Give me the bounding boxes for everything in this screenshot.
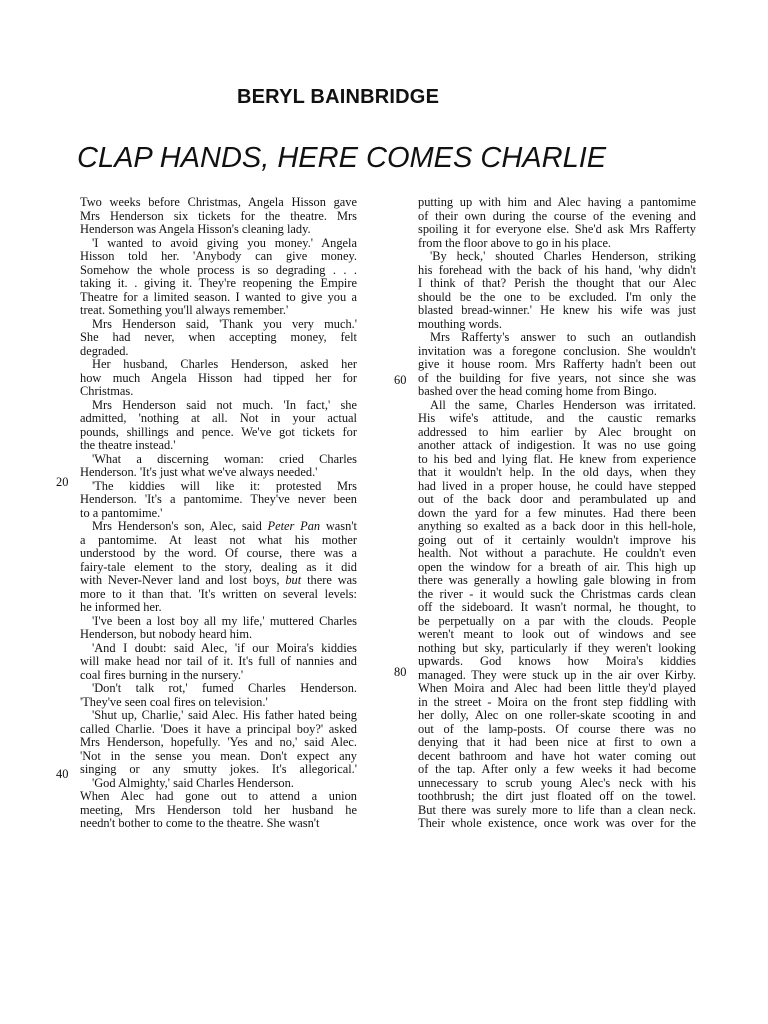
text-line: Mrs Rafferty's answer to such an outlandish xyxy=(430,330,696,344)
text-line: Somehow the whole process is so degrading . . . xyxy=(80,262,357,277)
text-line: the theatre instead.' xyxy=(80,438,176,452)
text-line: his forehead with the back of his hand, 'why didn't xyxy=(418,262,696,277)
text-line: Their whole existence, once work was over for the xyxy=(418,816,696,830)
text-line: from the floor above to go in his place. xyxy=(418,235,612,250)
text-line: of the tap. After only a few weeks it had become xyxy=(418,762,696,776)
text-line: understood by the word. Of course, there was a xyxy=(80,546,357,560)
text-line: how much Angela Hisson had tipped her for xyxy=(80,370,357,385)
text-line: 'I've been a lost boy all my life,' muttered Charles xyxy=(92,613,357,628)
text-line: that it wouldn't help. In the old days, when they xyxy=(418,465,696,479)
text-line: down the yard for a few minutes. Had there been xyxy=(418,505,696,520)
text-line: Mrs Henderson's son, Alec, said Peter Pan wasn't xyxy=(92,519,357,533)
text-line: her dolly, Alec on one roller-skate scooting in and xyxy=(418,708,696,722)
story-title: CLAP HANDS, HERE COMES CHARLIE xyxy=(77,142,607,174)
text-line: be perpetually on a par with the clouds. People xyxy=(418,613,696,628)
text-line: out of the back door and perambulated up and xyxy=(418,492,696,506)
text-line: going out of it certainly wouldn't improve his xyxy=(418,532,696,547)
text-line: toothbrush; the dirt just floated off on the towel. xyxy=(418,789,696,803)
text-line: singing or any smutty jokes. It's allegorical.' xyxy=(80,762,357,776)
text-line: treat. Something you'll always remember.' xyxy=(80,303,289,317)
text-line: decent bathroom and have hot water coming out xyxy=(418,748,696,763)
text-line: had lived in a proper house, he could have stepped xyxy=(418,478,696,493)
text-line: another attack of indigestion. It was no use going xyxy=(418,438,696,452)
line-number-40: 40 xyxy=(56,767,69,781)
text-line: Two weeks before Christmas, Angela Hisson gave xyxy=(80,195,357,209)
line-number-20: 20 xyxy=(56,475,69,489)
text-line: But there was surely more to life than a clean neck. xyxy=(418,802,696,817)
text-line: a pantomime. At least not what his mother xyxy=(80,532,357,547)
text-line: Her husband, Charles Henderson, asked her xyxy=(92,357,357,371)
text-line: Mrs Henderson, hopefully. 'Yes and no,' said Alec. xyxy=(80,735,357,749)
line-number-80: 80 xyxy=(394,665,407,679)
text-line: out of the lamp-posts. Of course there was no xyxy=(418,721,696,736)
text-line: anything so exalted as a back door in this hell-hole, xyxy=(418,519,696,533)
text-line: weren't meant to look out of windows and see xyxy=(418,627,696,641)
text-line: Henderson. 'It's a pantomime. They've never been xyxy=(80,492,357,506)
text-line: spoiling it for everyone else. She'd ask Mrs Rafferty xyxy=(418,222,696,236)
text-line: I think of that? Perish the thought that our Alec xyxy=(418,276,696,290)
text-line: there was generally a howling gale blowing in from xyxy=(418,573,696,587)
text-line: unnecessary to scrub young Alec's neck with his xyxy=(418,775,696,790)
text-line: in the street - Moira on the front step fiddling with xyxy=(418,694,696,709)
text-line: open the window for a breath of air. This high up xyxy=(418,559,696,574)
text-line: taking it. . giving it. They're reopening the Empire xyxy=(80,276,357,290)
author-heading: BERYL BAINBRIDGE xyxy=(237,86,440,108)
text-line: health. Not without a parachute. He couldn't even xyxy=(418,546,696,560)
left-text-column xyxy=(80,196,357,831)
text-line: invitation was a foregone conclusion. She wouldn't xyxy=(418,343,696,358)
text-line: 'Not in the sense you mean. Don't expect any xyxy=(80,748,357,763)
text-line: degraded. xyxy=(80,343,129,358)
text-line: Mrs Henderson six tickets for the theatre. Mrs xyxy=(80,208,357,223)
text-line: mouthing words. xyxy=(418,316,502,331)
text-line: with Never-Never land and lost boys, but there was xyxy=(80,573,357,587)
text-line: 'What a discerning woman: cried Charles xyxy=(92,451,357,466)
text-line: denying that it had been nice at first to own a xyxy=(418,735,696,749)
text-line: blasted bread-winner.' He knew his wife was just xyxy=(418,303,696,317)
line-number-60: 60 xyxy=(394,373,407,387)
text-line: needn't bother to come to the theatre. She wasn't xyxy=(80,816,320,830)
text-line: 'By heck,' shouted Charles Henderson, striking xyxy=(430,249,696,263)
text-line: When Moira and Alec had been little they'd played xyxy=(418,681,696,695)
text-line: When Alec had gone out to attend a union xyxy=(80,789,357,803)
text-line: more to it than that. 'It's written on several levels: xyxy=(80,586,357,601)
text-line: to a pantomime.' xyxy=(80,505,163,520)
text-line: of their own during the course of the evening and xyxy=(418,208,696,223)
text-line: of the building for five years, not since she was xyxy=(418,370,696,385)
text-line: 'They've seen coal fires on television.' xyxy=(80,694,268,709)
text-line: Henderson. 'It's just what we've always needed.' xyxy=(80,465,318,479)
text-line: 'God Almighty,' said Charles Henderson. xyxy=(92,775,294,790)
text-line: off the sideboard. It wasn't normal, he thought, to xyxy=(418,600,696,614)
text-line: admitted, 'nothing at all. Not in your actual xyxy=(80,411,357,425)
text-line: should be the one to be excluded. I'm only the xyxy=(418,289,696,304)
text-line: managed. They were stuck up in the air over Kirby. xyxy=(418,667,696,682)
text-line: give it house room. Mrs Rafferty hadn't been out xyxy=(418,357,696,371)
text-line: 'I wanted to avoid giving you money.' Angela xyxy=(92,235,357,250)
text-line: Henderson, but nobody heard him. xyxy=(80,627,253,641)
text-line: addressed to him earlier by Alec brought on xyxy=(418,424,696,439)
text-line: 'Don't talk rot,' fumed Charles Henderson. xyxy=(92,681,357,695)
text-line: pounds, shillings and pence. We've got tickets for xyxy=(80,424,357,439)
right-text-column xyxy=(418,196,696,831)
text-line: putting up with him and Alec having a pantomime xyxy=(418,195,696,209)
text-line: Mrs Henderson said, 'Thank you very much.' xyxy=(92,316,357,331)
text-line: called Charlie. 'Does it have a principal boy?' asked xyxy=(80,721,357,736)
text-line: fairy-tale element to the story, dealing as it did xyxy=(80,559,357,574)
text-line: he informed her. xyxy=(80,600,162,614)
text-line: the river - it would suck the Christmas cards clean xyxy=(418,586,696,601)
text-line: nothing but sky, particularly if they weren't looking xyxy=(418,640,696,655)
text-line: will make head nor tail of it. It's full of nannies and xyxy=(80,654,357,668)
text-line: to his bed and lying flat. He knew from experience xyxy=(418,451,696,466)
text-line: She had never, when accepting money, felt xyxy=(80,330,357,344)
text-line: All the same, Charles Henderson was irritated. xyxy=(430,397,696,412)
text-line: Christmas. xyxy=(80,384,134,398)
text-line: upwards. God knows how Moira's kiddies xyxy=(418,654,696,668)
text-line: Mrs Henderson said not much. 'In fact,' she xyxy=(92,397,357,412)
text-line: His wife's attitude, and the caustic remarks xyxy=(418,411,696,425)
text-line: 'The kiddies will like it: protested Mrs xyxy=(92,478,357,493)
text-line: 'Shut up, Charlie,' said Alec. His father hated being xyxy=(92,708,357,722)
text-line: bashed over the head coming home from Bingo. xyxy=(418,384,657,398)
text-line: meeting, Mrs Henderson told her husband he xyxy=(80,802,357,817)
text-line: Henderson was Angela Hisson's cleaning lady. xyxy=(80,222,311,236)
text-line: 'And I doubt: said Alec, 'if our Moira's kiddies xyxy=(92,640,357,655)
text-line: Hisson told her. 'Anybody can give money. xyxy=(80,249,357,263)
text-line: Theatre for a limited season. I wanted to give you a xyxy=(80,289,357,304)
text-line: coal fires burning in the nursery.' xyxy=(80,667,244,682)
